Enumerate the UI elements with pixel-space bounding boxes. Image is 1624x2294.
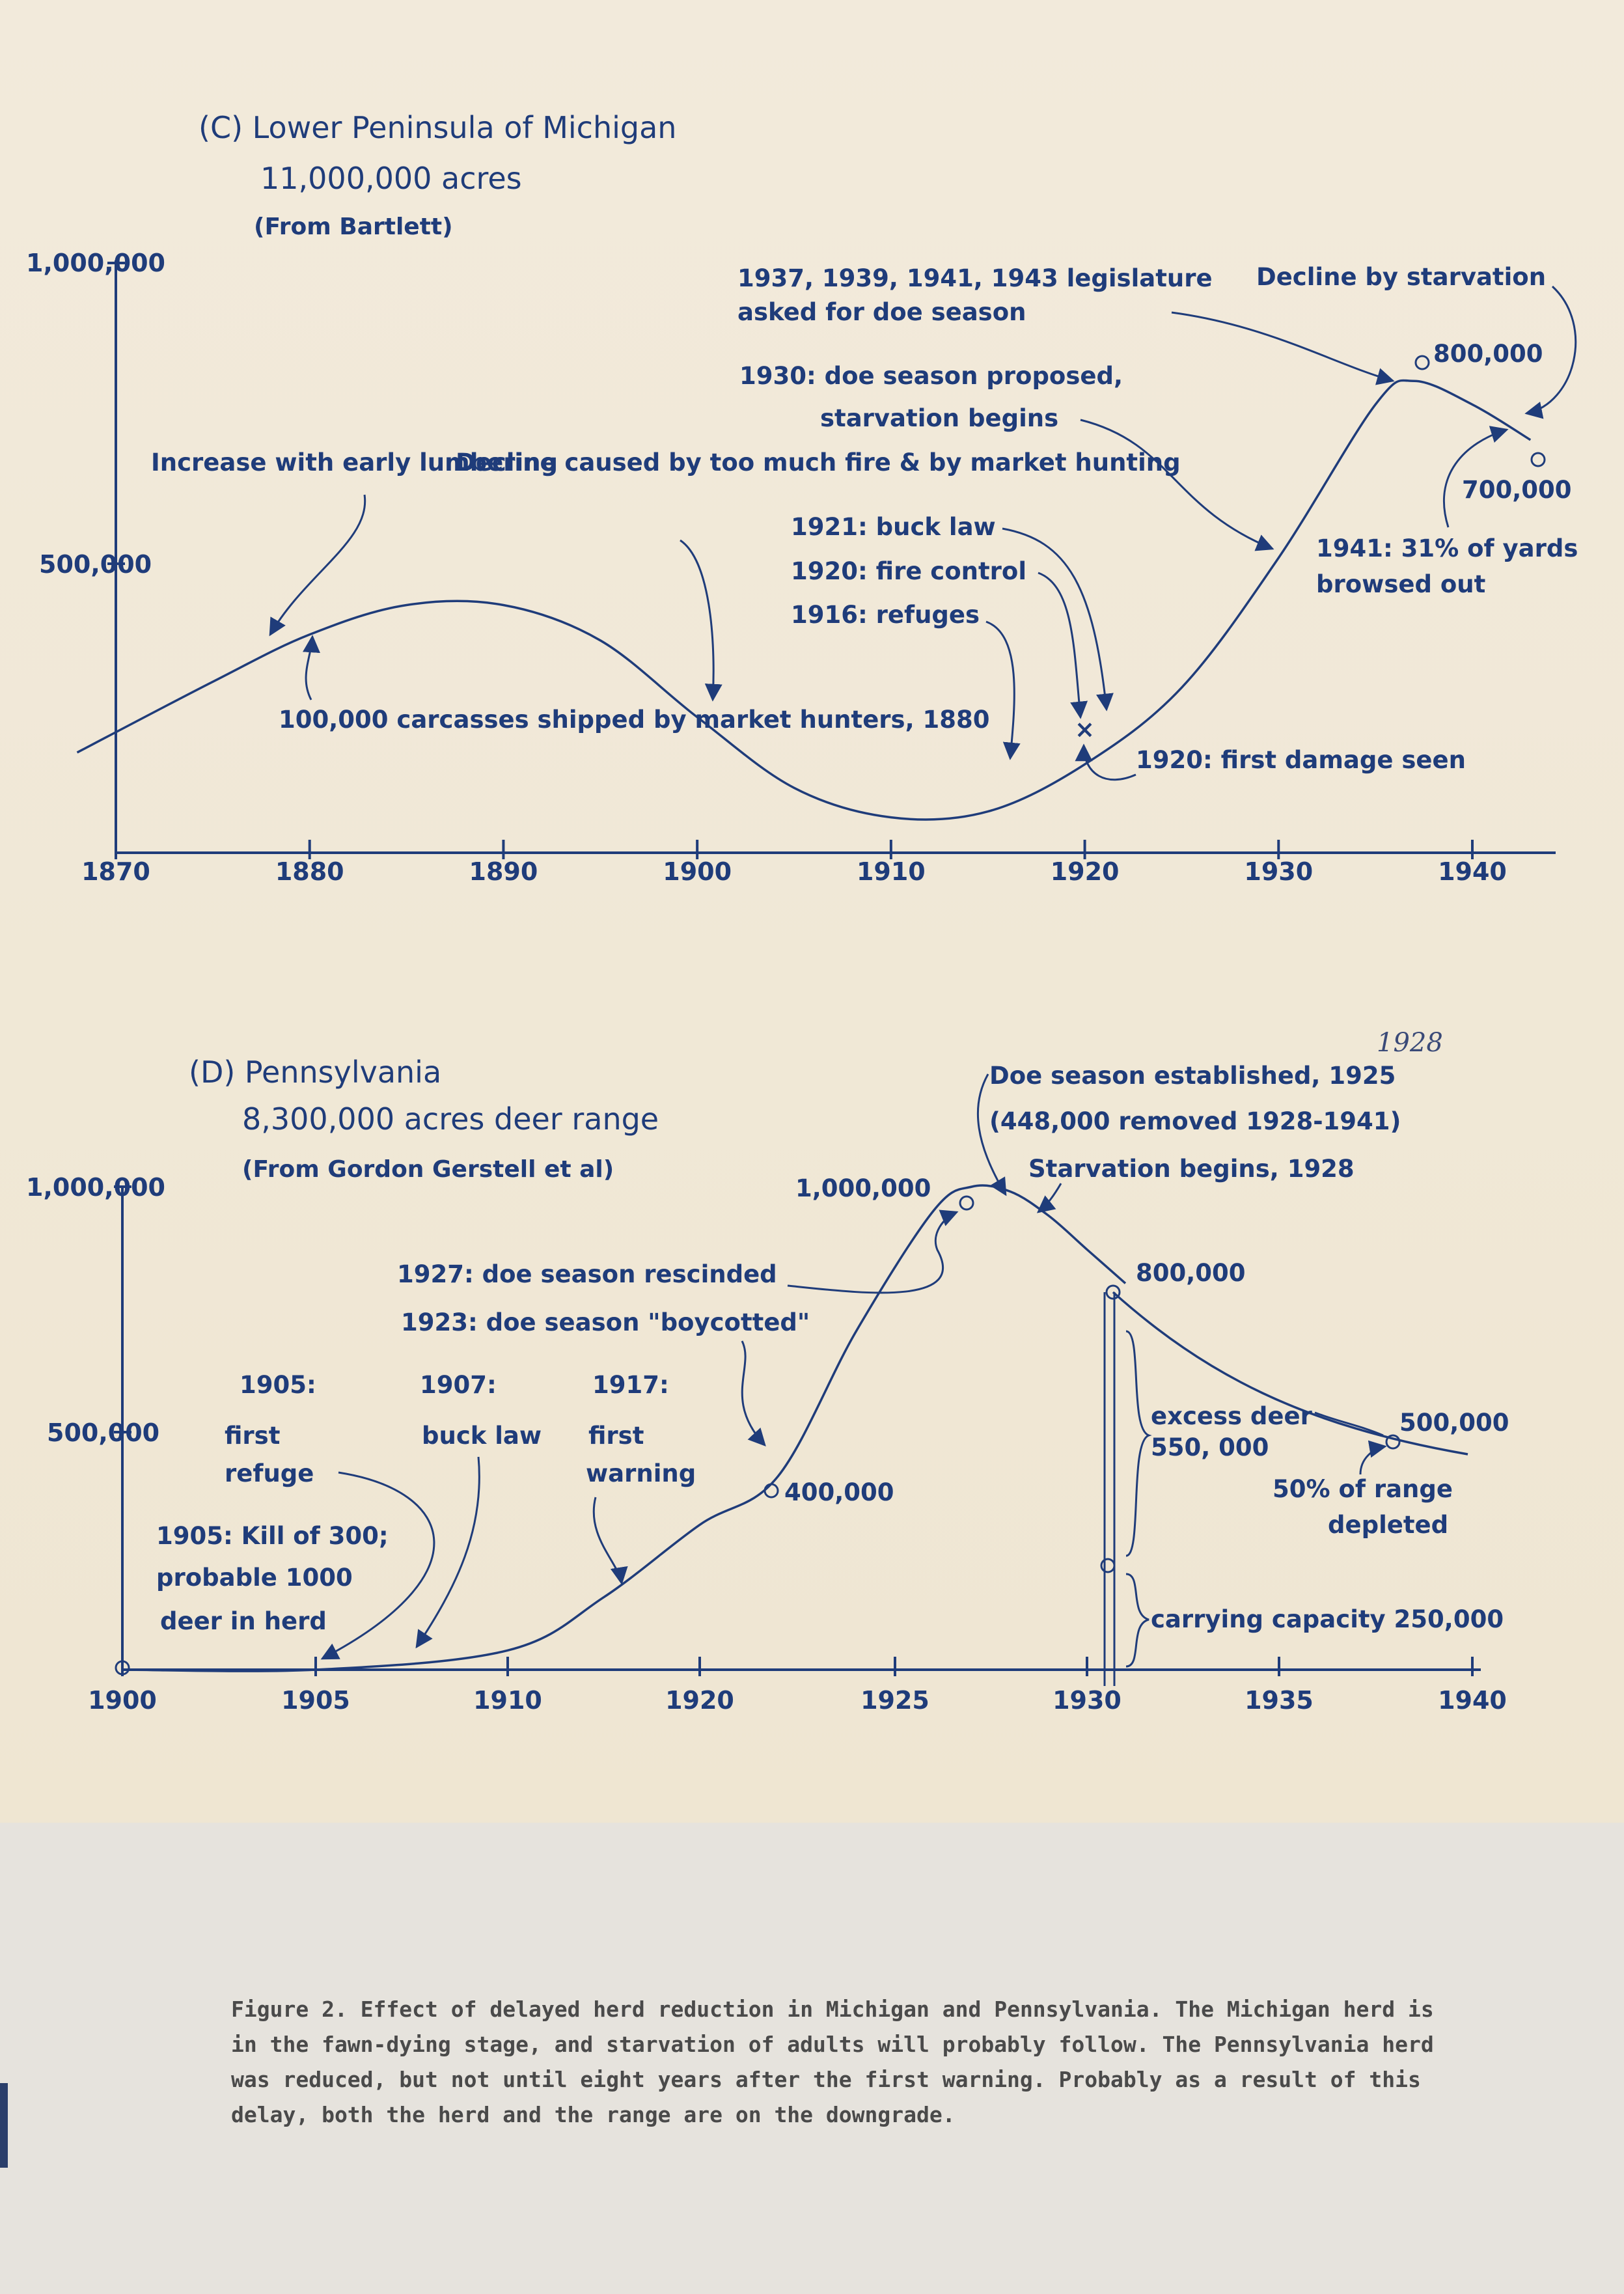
annotation-arrow bbox=[1038, 1183, 1061, 1212]
annotation bbox=[1151, 1402, 1383, 1461]
brace-capacity bbox=[1126, 1574, 1149, 1666]
annotation-arrow bbox=[1172, 312, 1393, 381]
annotation-text: 1917: bbox=[592, 1371, 669, 1399]
annotation-text: deer in herd bbox=[160, 1607, 327, 1635]
data-label: 400,000 bbox=[784, 1478, 894, 1506]
chart-subtitle: 8,300,000 acres deer range bbox=[242, 1101, 659, 1137]
chart-source-note: (From Bartlett) bbox=[254, 214, 453, 240]
x-tick-label: 1910 bbox=[473, 1686, 542, 1715]
annotation bbox=[1028, 1155, 1355, 1212]
annotation-text: 1921: buck law bbox=[791, 513, 996, 541]
annotation bbox=[1273, 1446, 1453, 1539]
chart-pennsylvania bbox=[26, 1028, 1509, 1715]
annotation-arrow bbox=[1080, 420, 1273, 549]
data-label: 1,000,000 bbox=[795, 1174, 931, 1202]
x-tick-label: 1920 bbox=[665, 1686, 734, 1715]
annotation-text: warning bbox=[586, 1459, 696, 1487]
x-tick-label: 1930 bbox=[1244, 857, 1314, 886]
data-point bbox=[1386, 1435, 1399, 1448]
chart-title: (C) Lower Peninsula of Michigan bbox=[199, 110, 677, 145]
data-label: 800,000 bbox=[1136, 1259, 1246, 1287]
annotation bbox=[586, 1371, 696, 1583]
y-tick-label: 500,000 bbox=[39, 550, 152, 579]
annotation-text: starvation begins bbox=[820, 404, 1059, 432]
data-point bbox=[1532, 453, 1545, 466]
annotation-text: Decline caused by too much fire & by market hunting bbox=[456, 449, 1181, 477]
annotation-text: 550, 000 bbox=[1151, 1433, 1269, 1461]
annotation-arrow bbox=[680, 540, 713, 700]
x-tick-label: 1940 bbox=[1438, 1686, 1507, 1715]
caption-body: Effect of delayed herd reduction in Michigan and Pennsylvania. The Michigan herd is in the fawn-dying stage, and starvation of adults will probably follow. The Pennsylvania herd was reduced, but not until eight years after the first warning. Probably as a result of this delay, both the herd and the range are on the downgrade. bbox=[231, 1997, 1434, 2127]
annotation bbox=[1151, 1605, 1504, 1633]
x-tick-label: 1910 bbox=[856, 857, 926, 886]
annotation-text: excess deer bbox=[1151, 1402, 1312, 1430]
chart-title: (D) Pennsylvania bbox=[189, 1055, 442, 1090]
x-tick-label: 1880 bbox=[275, 857, 344, 886]
data-label: 700,000 bbox=[1462, 476, 1572, 504]
annotation-text: carrying capacity 250,000 bbox=[1151, 1605, 1504, 1633]
annotation-text: 100,000 carcasses shipped by market hunters, 1880 bbox=[279, 706, 990, 734]
data-point bbox=[1101, 1559, 1114, 1572]
annotation-text: 1937, 1939, 1941, 1943 legislature bbox=[737, 264, 1213, 292]
annotation bbox=[1316, 430, 1578, 598]
brace-excess bbox=[1126, 1331, 1149, 1556]
annotation bbox=[279, 637, 990, 734]
annotation-leader bbox=[1315, 1413, 1383, 1435]
chart-michigan bbox=[26, 110, 1578, 886]
y-tick-label: 500,000 bbox=[47, 1418, 160, 1447]
annotation-arrow bbox=[270, 495, 365, 635]
data-point bbox=[765, 1484, 778, 1497]
x-ticks bbox=[88, 1657, 1507, 1715]
annotation-text: 1905: bbox=[240, 1371, 316, 1399]
annotation bbox=[1256, 263, 1576, 413]
annotation-text: 1923: doe season "boycotted" bbox=[401, 1308, 810, 1336]
annotation-line: 1930: doe season proposed, bbox=[739, 362, 1123, 390]
x-tick-label: 1905 bbox=[281, 1686, 350, 1715]
data-label: 500,000 bbox=[1399, 1409, 1509, 1437]
x-tick-label: 1940 bbox=[1438, 857, 1507, 886]
annotation-arrow bbox=[417, 1457, 479, 1647]
y-tick-label: 1,000,000 bbox=[26, 1173, 165, 1202]
annotation-text: (448,000 removed 1928-1941) bbox=[989, 1107, 1401, 1135]
x-tick-label: 1870 bbox=[81, 857, 150, 886]
annotation-text: 1920: first damage seen bbox=[1136, 746, 1466, 774]
annotation-arrow bbox=[742, 1341, 765, 1445]
x-tick-label: 1930 bbox=[1053, 1686, 1122, 1715]
annotation-text: 1905: Kill of 300; bbox=[156, 1522, 389, 1550]
annotation bbox=[1084, 745, 1466, 780]
annotation-text: 1907: bbox=[420, 1371, 497, 1399]
annotation-arrow bbox=[1002, 529, 1107, 710]
data-point bbox=[960, 1196, 973, 1209]
annotation-arrow bbox=[788, 1212, 957, 1293]
annotation bbox=[156, 1522, 389, 1635]
annotation-text: refuge bbox=[225, 1459, 314, 1487]
x-ticks bbox=[81, 840, 1507, 886]
x-tick-label: 1900 bbox=[663, 857, 732, 886]
annotation-text: asked for doe season bbox=[737, 298, 1026, 326]
data-point bbox=[1416, 356, 1429, 369]
annotation-line: Increase with early lumbering bbox=[151, 449, 558, 477]
chart-subtitle: 11,000,000 acres bbox=[260, 161, 522, 196]
annotation bbox=[791, 601, 1014, 758]
x-tick-label: 1935 bbox=[1245, 1686, 1314, 1715]
annotation bbox=[417, 1371, 542, 1647]
caption-lead: Figure 2. bbox=[231, 1997, 348, 2022]
annotation-text: buck law bbox=[422, 1422, 542, 1450]
x-tick-label: 1890 bbox=[469, 857, 538, 886]
handwritten-note: 1928 bbox=[1377, 1028, 1443, 1058]
annotation-text: Decline by starvation bbox=[1256, 263, 1547, 291]
x-tick-label: 1920 bbox=[1050, 857, 1120, 886]
annotation-text: 1916: refuges bbox=[791, 601, 980, 629]
annotation-text: 1927: doe season rescinded bbox=[397, 1260, 777, 1288]
annotation-text: Doe season established, 1925 bbox=[989, 1062, 1396, 1090]
figure-caption bbox=[231, 1992, 1468, 2133]
annotation-arrow bbox=[1038, 573, 1080, 717]
annotation-arrow bbox=[594, 1497, 622, 1583]
annotation-text: first bbox=[225, 1422, 281, 1450]
annotation-text: first bbox=[588, 1422, 644, 1450]
annotation-arrow bbox=[306, 637, 312, 700]
annotation-text: 1941: 31% of yards bbox=[1316, 534, 1578, 562]
annotation-arrow bbox=[1084, 745, 1136, 780]
annotation-text bbox=[739, 362, 1123, 390]
annotation bbox=[397, 1212, 957, 1293]
annotation bbox=[791, 557, 1080, 717]
annotation-text: 50% of range bbox=[1273, 1475, 1453, 1503]
data-label: 800,000 bbox=[1433, 340, 1543, 368]
annotation-arrow bbox=[1360, 1446, 1385, 1474]
annotation-arrow bbox=[986, 622, 1014, 758]
x-tick-label: 1925 bbox=[860, 1686, 929, 1715]
x-tick-label: 1900 bbox=[88, 1686, 157, 1715]
annotation-text: depleted bbox=[1328, 1511, 1449, 1539]
annotation-text: probable 1000 bbox=[156, 1564, 353, 1592]
cross-marker: × bbox=[1075, 715, 1095, 743]
y-tick-label: 1,000,000 bbox=[26, 249, 165, 277]
annotation-text: browsed out bbox=[1316, 570, 1486, 598]
chart-source-note: (From Gordon Gerstell et al) bbox=[242, 1156, 614, 1183]
annotation-text: Starvation begins, 1928 bbox=[1028, 1155, 1355, 1183]
annotation-text: 1920: fire control bbox=[791, 557, 1027, 585]
